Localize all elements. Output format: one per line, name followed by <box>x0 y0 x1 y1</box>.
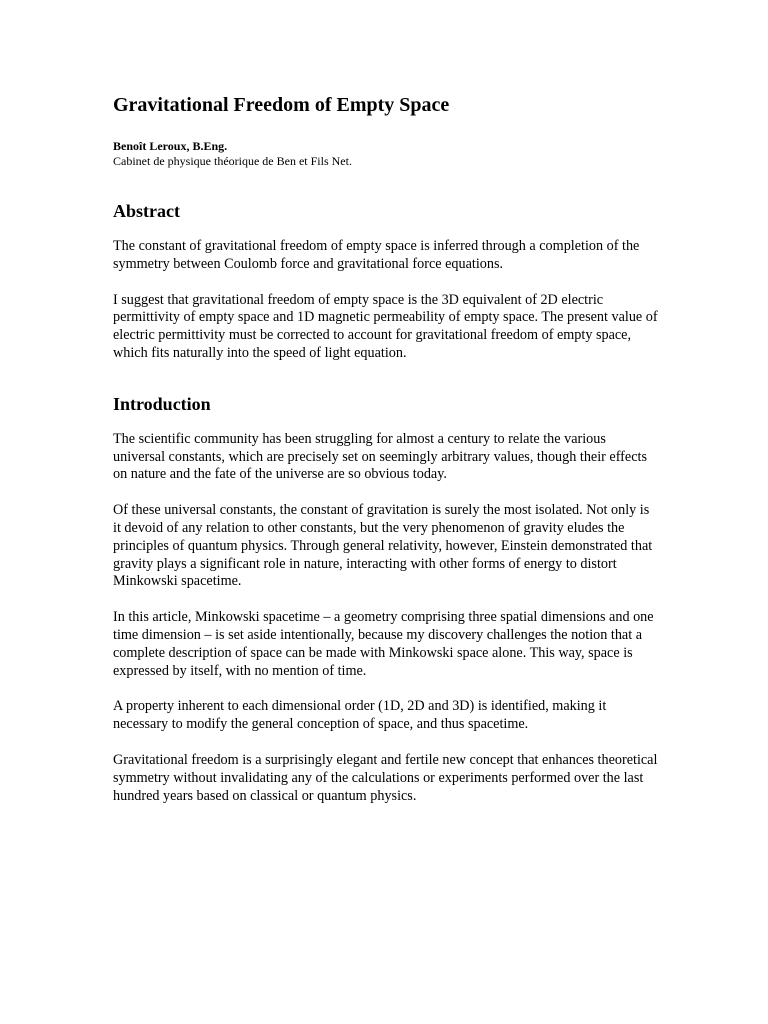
document-page <box>113 92 658 805</box>
introduction-paragraph-3: In this article, Minkowski spacetime – a geometry comprising three spatial dimensions and one time dimension – is set aside intentionally, because my discovery challenges the notion that a complete description of space can be made with Minkowski space alone. This way, space is expressed by itself, with no mention of time. <box>113 609 654 679</box>
introduction-paragraph-2: Of these universal constants, the constant of gravitation is surely the most isolated. Not only is it devoid of any relation to other constants, but the very phenomenon of gravity eludes the principles of quantum physics. Through general relativity, however, Einstein demonstrated that gravity plays a significant role in nature, interacting with other forms of energy to distort Minkowski spacetime. <box>113 502 653 590</box>
author-affiliation: Cabinet de physique théorique de Ben et Fils Net. <box>113 154 352 168</box>
introduction-paragraph-5: Gravitational freedom is a surprisingly elegant and fertile new concept that enhances theoretical symmetry without invalidating any of the calculations or experiments performed over the last hundred years based on classical or quantum physics. <box>113 751 658 804</box>
abstract-paragraph-1: The constant of gravitational freedom of empty space is inferred through a completion of the symmetry between Coulomb force and gravitational force equations. <box>113 238 640 272</box>
introduction-paragraph-4: A property inherent to each dimensional order (1D, 2D and 3D) is identified, making it necessary to modify the general conception of space, and thus spacetime. <box>113 698 607 733</box>
introduction-heading: Introduction <box>113 393 211 414</box>
author-name: Benoît Leroux, B.Eng. <box>113 139 228 153</box>
introduction-paragraph-1: The scientific community has been struggling for almost a century to relate the various universal constants, which are precisely set on seemingly arbitrary values, though their effects on nature and the fate of the universe are so obvious today. <box>113 430 647 483</box>
abstract-heading: Abstract <box>113 201 180 221</box>
abstract-paragraph-2: I suggest that gravitational freedom of empty space is the 3D equivalent of 2D electric permittivity of empty space and 1D magnetic permeability of empty space. The present value of electric permittivity must be corrected to account for gravitational freedom of empty space, which fits naturally into the speed of light equation. <box>113 291 658 361</box>
paper-title: Gravitational Freedom of Empty Space <box>113 94 450 116</box>
